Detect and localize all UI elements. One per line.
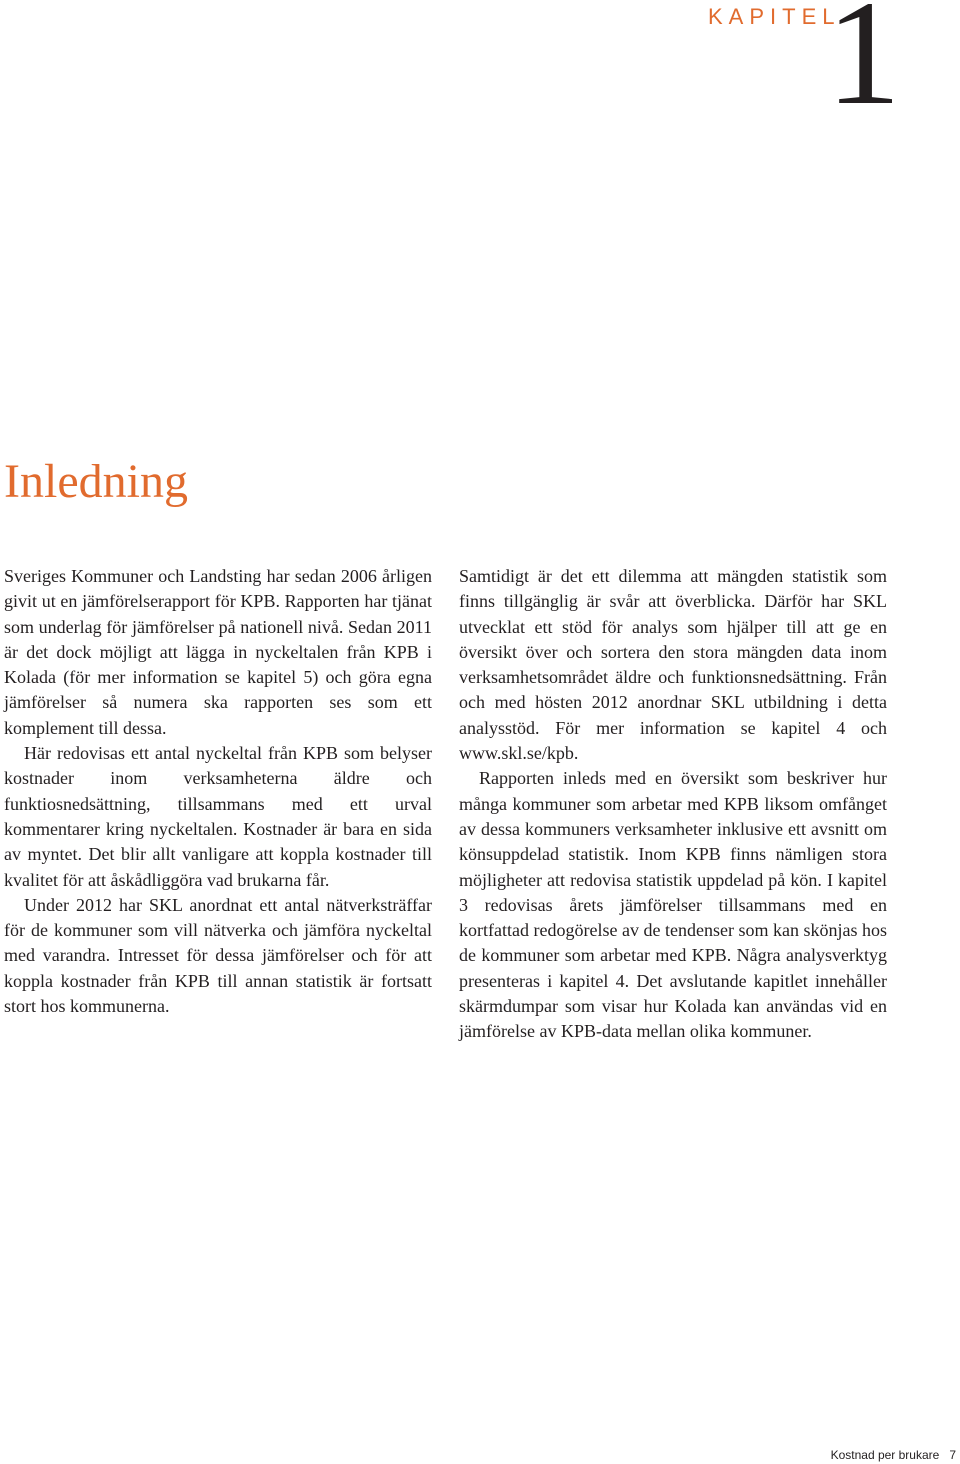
paragraph: Sveriges Kommuner och Landsting har sedan 2006 årligen givit ut en jämförelserapport för KPB. Rapporten har tjänat som underlag för jämförelser på nationell nivå. Sedan 2011 är det dock möjligt att lägga in nyckeltalen från KPB i Kolada (för mer information se kapitel 5) och göra egna jämförelser så numera ska rapporten ses som ett komplement till dessa. <box>4 566 432 738</box>
paragraph: Rapporten inleds med en översikt som beskriver hur många kommuner som arbetar med KPB liksom omfånget av dessa kommuners verksamheter inklusive ett avsnitt om könsuppdelad statistik. Inom KPB finns nämligen stora möjligheter att redovisa statistik uppdelad på kön. I kapitel 3 redovisas årets jämförelser tillsammans med en kortfattad redogörelse av de tendenser som kan skönjas hos de kommuner som arbetar med KPB. Några analysverktyg presenteras i kapitel 4. Det avslutande kapitlet innehåller skärmdumpar som visar hur Kolada kan användas vid en jämförelse av KPB-data mellan olika kommuner. <box>459 768 887 1042</box>
paragraph: Samtidigt är det ett dilemma att mängden statistik som finns tillgänglig är svår att överblicka. Därför har SKL utvecklat ett stöd för analys som hjälper till att ge en översikt över och sortera den stora mängden data inom verksamhetsområdet äldre och funktionsnedsättning. Från och med hösten 2012 anordnar SKL utbildning i detta analysstöd. För mer information se kapitel 4 och www.skl.se/kpb. <box>459 566 887 764</box>
chapter-label: KAPITEL <box>708 4 841 29</box>
chapter-number: 1 <box>826 0 901 136</box>
right-column <box>459 564 887 1045</box>
paragraph: Här redovisas ett antal nyckeltal från KPB som belyser kostnader inom verksamheterna äldre och funktiosnedsättning, tillsammans med ett urval kommentarer kring nyckeltalen. Kostnader är bara en sida av myntet. Det blir allt vanligare att koppla kostnader till kvalitet för att åskådliggöra vad brukarna får. <box>4 743 432 890</box>
page-number: 7 <box>949 1448 956 1462</box>
page-footer <box>831 1448 956 1462</box>
publication-title: Kostnad per brukare <box>830 1448 940 1462</box>
paragraph: Under 2012 har SKL anordnat ett antal nätverksträffar för de kommuner som vill nätverka och jämföra nyckeltal med varandra. Intresset för dessa jämförelser och för att koppla kostnader från KPB till annan statistik är fortsatt stort hos kommunerna. <box>4 894 432 1017</box>
page-title: Inledning <box>4 455 188 508</box>
left-column <box>4 564 432 1019</box>
